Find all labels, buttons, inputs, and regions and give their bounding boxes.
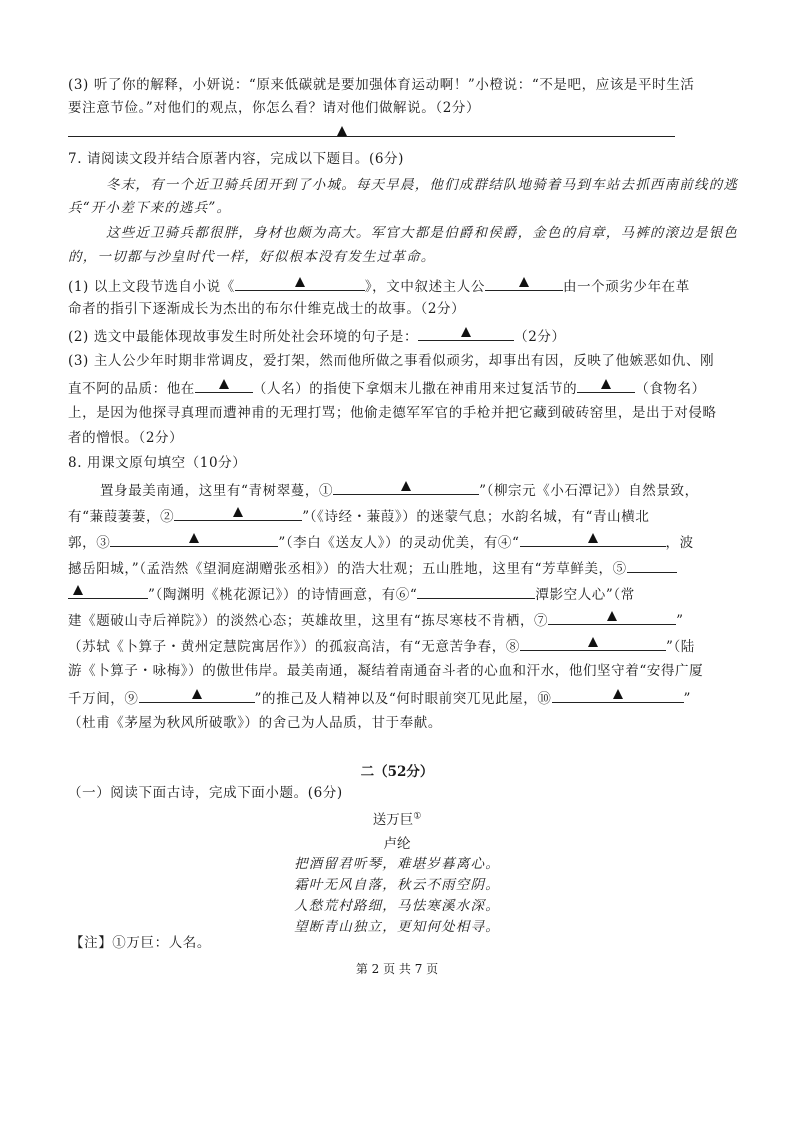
blank-marker-icon [588, 637, 598, 647]
q8-l3-pre: 郭，③ [68, 535, 111, 551]
q8-line10: （杜甫《茅屋为秋风所破歌》）的舍己为人品质，甘于奉献。 [68, 715, 442, 731]
q6-3-line2: 要注意节俭。”对他们的观点，你怎么看？请对他们做解说。（2分） [68, 100, 481, 116]
blank-marker-icon [588, 533, 598, 543]
q8-l9-post: ” [683, 691, 692, 707]
blank-9[interactable] [139, 688, 255, 703]
poem-note: 【注】①万巨：人名。 [70, 935, 211, 951]
q6-3-line1: (3) 听了你的解释，小妍说：“原来低碳就是要加强体育运动啊！”小橙说：“不是吧，应该是平时生活 [68, 77, 695, 93]
section-2-heading: 二（52分） [360, 764, 434, 780]
q8-l9-pre: 千万间，⑨ [68, 691, 139, 707]
blank-marker-icon [73, 585, 83, 595]
poem-title-note-mark: ① [413, 811, 422, 822]
blank-8[interactable] [520, 636, 666, 651]
blank-3[interactable] [110, 532, 278, 547]
blank-marker-icon [192, 689, 202, 699]
blank-marker-icon [519, 277, 529, 287]
q7-passage-p2a: 这些近卫骑兵都很胖，身材也颇为高大。军官大都是伯爵和侯爵，金色的肩章，马裤的滚边是银色 [106, 225, 739, 241]
q8-l3-mid: ”（李白《送友人》）的灵动优美，有④“ [278, 535, 520, 551]
q8-line6 [68, 610, 684, 630]
poem-title-text: 送万巨 [372, 812, 414, 828]
blank-6[interactable] [417, 584, 535, 599]
q8-l5-post: ”（陶渊明《桃花源记》）的诗情画意，有⑥“ [148, 587, 418, 603]
q8-l3-post: ，波 [665, 535, 694, 551]
q8-title: 8. 用课文原句填空（10分） [68, 455, 247, 471]
q7-passage-p1a: 冬末，有一个近卫骑兵团开到了小城。每天早晨，他们成群结队地骑着马到车站去抓西南前线的逃 [106, 177, 739, 193]
q7-sub3-suffix: （食物名） [635, 381, 706, 397]
q8-l7-post: ”（陆 [665, 639, 695, 655]
q7-sub3-mid: （人名）的指使下拿烟末儿撒在神甫用来过复活节的 [252, 381, 578, 397]
q7-sub3-prefix: 直不阿的品质：他在 [68, 381, 195, 397]
q8-line5 [68, 584, 635, 604]
blank-4[interactable] [520, 532, 666, 547]
answer-marker-icon [337, 126, 347, 136]
section-2-subheading: （一）阅读下面古诗，完成下面小题。(6分) [68, 785, 343, 801]
q7-title: 7. 请阅读文段并结合原著内容，完成以下题目。(6分) [68, 151, 404, 167]
q7-passage-p1b: 兵“开小差下来的逃兵”。 [68, 200, 232, 216]
poem-line-1: 把酒留君听琴，难堪岁暮离心。 [294, 856, 500, 872]
q7-sub2-suffix: （2分） [514, 329, 566, 345]
q8-l4-text: 撼岳阳城，”（孟浩然《望洞庭湖赠张丞相》）的浩大壮观；五山胜地，这里有“芳草鲜美，⑤ [68, 561, 627, 577]
q8-line3 [68, 532, 694, 552]
q8-l7-pre: （苏轼《卜算子・黄州定慧院寓居作》）的孤寂高洁，有“无意苦争春，⑧ [68, 639, 520, 655]
blank-5-start[interactable] [627, 558, 677, 573]
poem-line-3: 人愁荒村路细，马怯寒溪水深。 [294, 898, 500, 914]
blank-marker-icon [607, 611, 617, 621]
q8-line1 [100, 480, 699, 500]
protagonist-blank[interactable] [485, 276, 563, 291]
person-name-blank[interactable] [195, 378, 253, 393]
answer-line [68, 136, 675, 137]
q8-line2 [68, 506, 649, 526]
q8-line9 [68, 688, 691, 708]
blank-marker-icon [189, 533, 199, 543]
q8-l1-pre: 置身最美南通，这里有“青树翠蔓，① [100, 483, 334, 499]
blank-10[interactable] [552, 688, 684, 703]
blank-marker-icon [233, 507, 243, 517]
q7-passage-p2b: 的，一切都与沙皇时代一样，好似根本没有发生过革命。 [68, 249, 436, 265]
poem-line-2: 霜叶无风自落，秋云不雨空阴。 [294, 877, 500, 893]
poem-line-4: 望断青山独立，更知何处相寻。 [294, 919, 500, 935]
poem-title [0, 808, 794, 828]
q8-l6-post: ” [676, 613, 684, 629]
poem-author: 卢纶 [383, 836, 411, 852]
q8-l5-end: 潭影空人心”（常 [535, 587, 635, 603]
q7-sub1-mid: 》，文中叙述主人公 [364, 279, 485, 295]
environment-sentence-blank[interactable] [418, 326, 514, 341]
q7-sub1-suffix: 由一个顽劣少年在革 [562, 279, 690, 295]
food-name-blank[interactable] [577, 378, 635, 393]
blank-marker-icon [295, 277, 305, 287]
q8-l6-pre: 建《题破山寺后禅院》）的淡然心态；英雄故里，这里有“拣尽寒枝不肯栖，⑦ [68, 613, 549, 629]
page-footer: 第 2 页 共 7 页 [355, 962, 439, 976]
q7-sub3-line1: (3) 主人公少年时期非常调皮，爱打架，然而他所做之事看似顽劣，却事出有因，反映了他嫉恶如仇、刚 [68, 353, 715, 369]
q8-l1-post: ”（柳宗元《小石潭记》）自然景致， [479, 483, 699, 499]
blank-marker-icon [601, 379, 611, 389]
q8-line8: 游《卜算子・咏梅》）的傲世伟岸。最美南通，凝结着南通奋斗者的心血和汗水，他们坚守着“安得广厦 [68, 663, 704, 679]
blank-2[interactable] [174, 506, 302, 521]
blank-5[interactable] [68, 584, 148, 599]
q7-sub3-line3: 上，是因为他探寻真理而遭神甫的无理打骂；他偷走德军军官的手枪并把它藏到破砖窑里，是出于对侵略 [68, 405, 717, 421]
q8-l9-mid: ”的推己及人精神以及“何时眼前突兀见此屋，⑩ [254, 691, 552, 707]
q8-line7 [68, 636, 695, 656]
q8-l2-pre: 有“蒹葭萋萋，② [68, 509, 175, 525]
blank-marker-icon [219, 379, 229, 389]
q8-line4 [68, 558, 677, 578]
q7-sub2-prefix: (2) 选文中最能体现故事发生时所处社会环境的句子是： [68, 329, 419, 345]
blank-7[interactable] [548, 610, 676, 625]
q7-sub3-line4: 者的憎恨。（2分） [68, 430, 184, 446]
q7-sub1-line1 [68, 276, 690, 296]
q7-sub1-line2: 命者的指引下逐渐成长为杰出的布尔什维克战士的故事。（2分） [68, 301, 466, 317]
blank-1[interactable] [333, 480, 479, 495]
q7-sub3-line2 [68, 378, 706, 398]
novel-title-blank[interactable] [235, 276, 365, 291]
blank-marker-icon [613, 689, 623, 699]
q7-sub1-prefix: (1) 以上文段节选自小说《 [68, 279, 235, 295]
q7-sub2 [68, 326, 566, 346]
blank-marker-icon [461, 327, 471, 337]
q8-l2-post: ”（《诗经・蒹葭》）的迷蒙气息；水韵名城，有“青山横北 [302, 509, 650, 525]
blank-marker-icon [401, 481, 411, 491]
